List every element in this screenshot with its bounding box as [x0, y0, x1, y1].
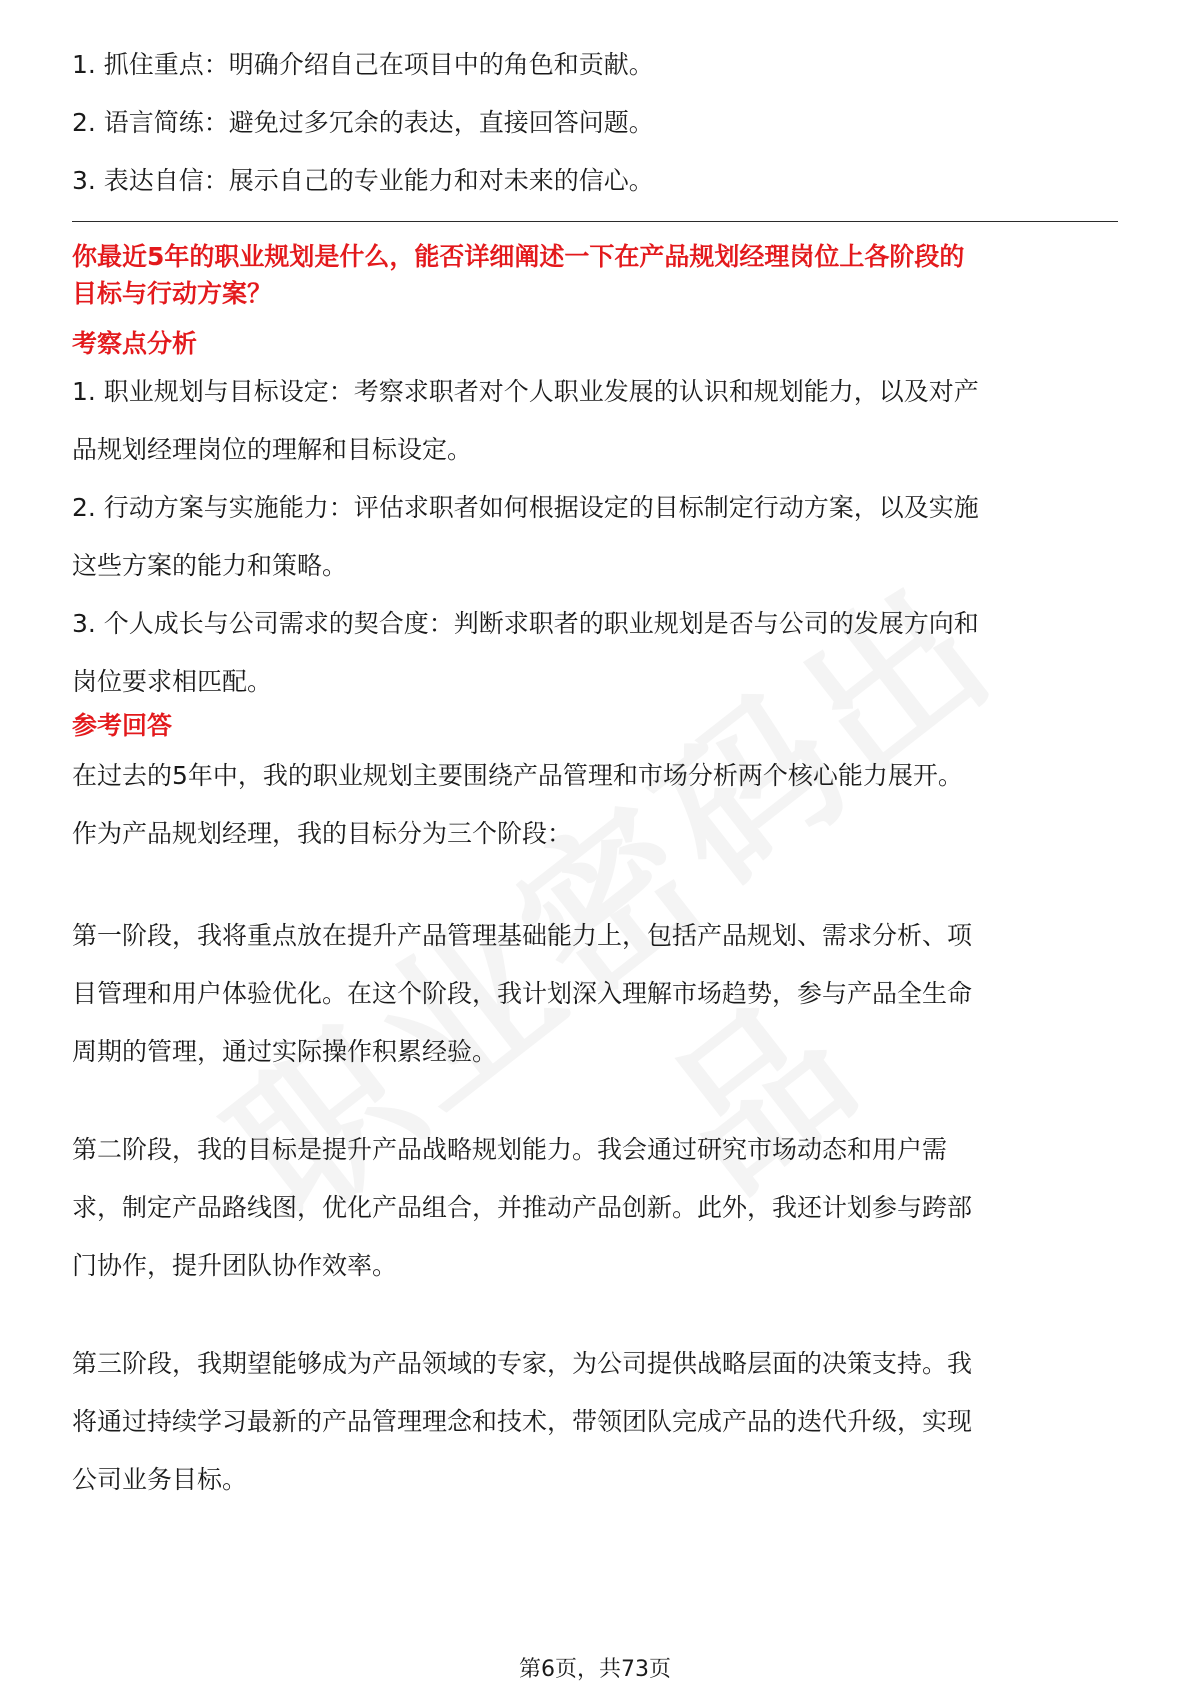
answer-intro [72, 747, 1118, 863]
answer-line: 第三阶段，我期望能够成为产品领域的专家，为公司提供战略层面的决策支持。我 [72, 1349, 973, 1378]
question-line: 你最近5年的职业规划是什么，能否详细阐述一下在产品规划经理岗位上各阶段的 [72, 242, 965, 271]
answer-line: 周期的管理，通过实际操作积累经验。 [72, 1037, 498, 1066]
analysis-line: 这些方案的能力和策略。 [72, 551, 348, 580]
answer-stage-3 [72, 1335, 1118, 1509]
analysis-line: 岗位要求相匹配。 [72, 667, 273, 696]
analysis-line: 1. 职业规划与目标设定：考察求职者对个人职业发展的认识和规划能力，以及对产 [72, 377, 979, 406]
answer-title: 参考回答 [72, 711, 173, 740]
question-line: 目标与行动方案？ [72, 279, 273, 308]
analysis-content [72, 363, 1118, 711]
analysis-line: 3. 个人成长与公司需求的契合度：判断求职者的职业规划是否与公司的发展方向和 [72, 609, 979, 638]
page-number: 第6页，共73页 [519, 1657, 671, 1682]
tips-list [72, 36, 1118, 210]
analysis-line: 品规划经理岗位的理解和目标设定。 [72, 435, 473, 464]
list-item: 2. 语言简练：避免过多冗余的表达，直接回答问题。 [72, 108, 654, 137]
list-item: 1. 抓住重点：明确介绍自己在项目中的角色和贡献。 [72, 50, 654, 79]
answer-line: 求，制定产品路线图，优化产品组合，并推动产品创新。此外，我还计划参与跨部 [72, 1193, 973, 1222]
answer-stage-1 [72, 907, 1118, 1081]
answer-stage-2 [72, 1121, 1118, 1295]
answer-line: 门协作，提升团队协作效率。 [72, 1251, 398, 1280]
section-divider [72, 221, 1118, 222]
answer-line: 第一阶段，我将重点放在提升产品管理基础能力上，包括产品规划、需求分析、项 [72, 921, 973, 950]
answer-line: 目管理和用户体验优化。在这个阶段，我计划深入理解市场趋势，参与产品全生命 [72, 979, 973, 1008]
question-heading [72, 238, 1118, 312]
analysis-title: 考察点分析 [72, 329, 198, 358]
answer-line: 公司业务目标。 [72, 1465, 248, 1494]
list-item: 3. 表达自信：展示自己的专业能力和对未来的信心。 [72, 166, 654, 195]
answer-line: 在过去的5年中，我的职业规划主要围绕产品管理和市场分析两个核心能力展开。 [72, 761, 963, 790]
answer-line: 将通过持续学习最新的产品管理理念和技术，带领团队完成产品的迭代升级，实现 [72, 1407, 973, 1436]
answer-line: 作为产品规划经理，我的目标分为三个阶段： [72, 819, 573, 848]
analysis-line: 2. 行动方案与实施能力：评估求职者如何根据设定的目标制定行动方案，以及实施 [72, 493, 979, 522]
answer-line: 第二阶段，我的目标是提升产品战略规划能力。我会通过研究市场动态和用户需 [72, 1135, 948, 1164]
